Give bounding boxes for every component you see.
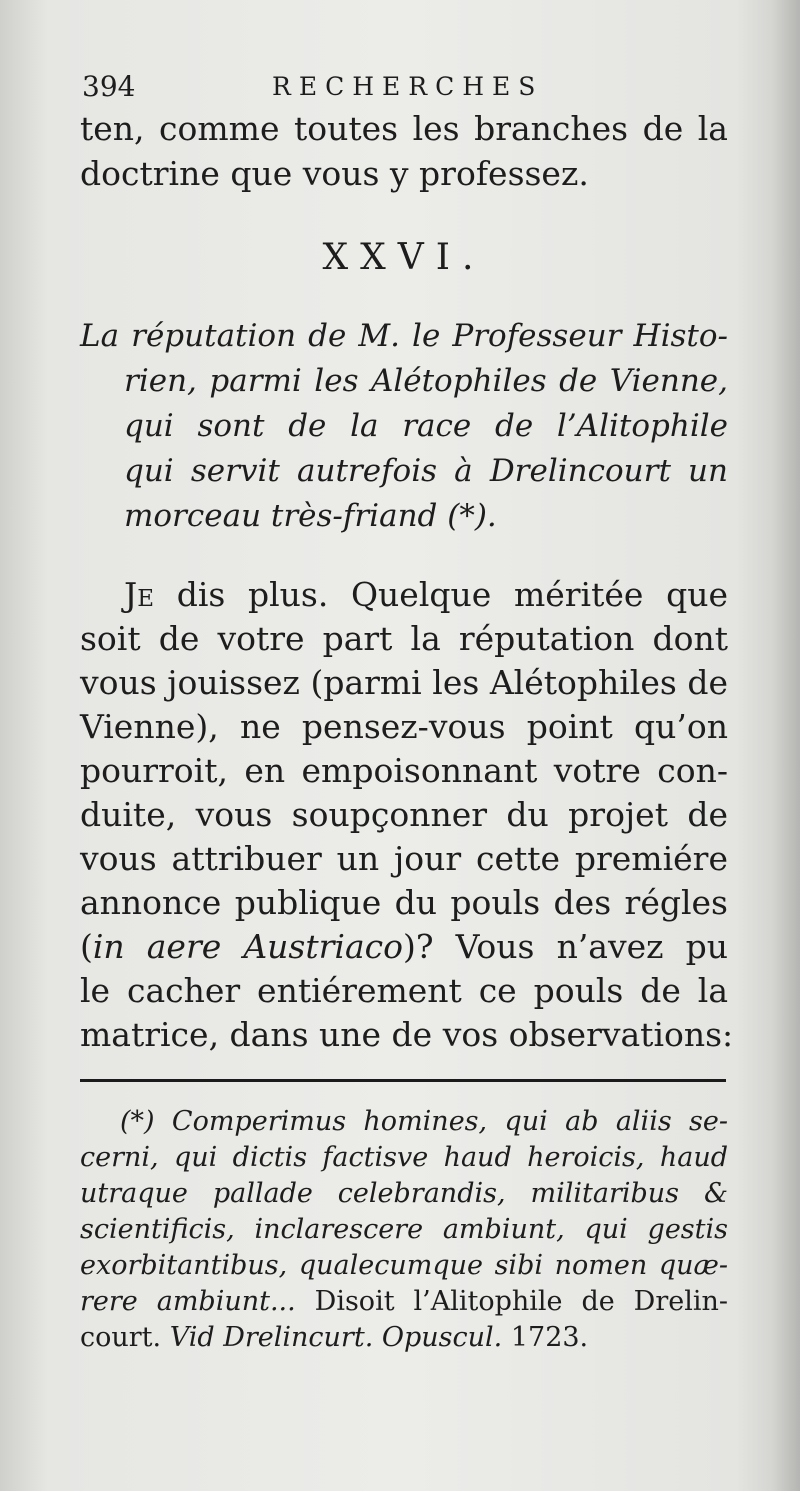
footnote-line: utraque pallade celebrandis, militaribus & — [80, 1178, 728, 1209]
section-number: XXVI. — [322, 237, 486, 278]
lead-word: Je — [124, 575, 155, 614]
text-line — [80, 925, 728, 969]
text-line: matrice, dans une de vos observations: — [80, 1015, 734, 1054]
footnote-line: cerni, qui dictis factisve haud heroicis, haud — [80, 1142, 728, 1173]
footnote-citation: Vid Drelincurt. Opuscul. — [169, 1322, 503, 1353]
section-title-line: rien, parmi les Alétophiles de Vienne, — [124, 363, 728, 399]
text-line: Vienne), ne pensez-vous point qu’on — [80, 707, 728, 746]
text-line — [80, 573, 728, 617]
page-header — [80, 60, 728, 106]
footnote-line: exorbitantibus, qualecumque sibi nomen quæ- — [80, 1250, 728, 1281]
footnote-line: (*) Comperimus homines, qui ab aliis se- — [120, 1106, 728, 1137]
continued-paragraph — [80, 106, 728, 196]
italic-phrase: in aere Austriaco — [92, 927, 403, 966]
section-title — [80, 314, 728, 539]
text-line: ten, comme toutes les branches de la — [80, 109, 728, 148]
paren-open: ( — [80, 927, 93, 966]
text-line-rest: )? Vous n’avez pu — [402, 927, 728, 966]
footnote — [80, 1104, 728, 1356]
body-paragraph — [80, 573, 734, 1057]
footnote-line — [80, 1284, 728, 1320]
text-line: vous jouissez (parmi les Alétophiles de — [80, 663, 728, 702]
section-title-line: qui servit autrefois à Drelincourt un — [124, 453, 728, 489]
text-line: duite, vous soupçonner du projet de — [80, 795, 728, 834]
footnote-year: 1723. — [510, 1322, 589, 1353]
footnote-line — [80, 1320, 728, 1356]
section-title-line: morceau très-friand (*). — [124, 498, 497, 534]
footnote-roman: court. — [80, 1322, 162, 1353]
page-edge-shadow — [772, 0, 800, 1491]
text-line: pourroit, en empoisonnant votre con- — [80, 751, 728, 790]
text-line: annonce publique du pouls des régles — [80, 883, 728, 922]
text-line: soit de votre part la réputation dont — [80, 619, 728, 658]
page-number: 394 — [82, 70, 136, 103]
section-title-line: La réputation de M. le Professeur Histo- — [80, 318, 728, 354]
running-head: RECHERCHES — [272, 72, 544, 101]
page-content — [80, 60, 734, 1356]
footnote-divider — [80, 1079, 726, 1082]
text-line-rest: dis plus. Quelque méritée que — [176, 575, 728, 614]
footnote-roman: Disoit l’Alitophile de Drelin- — [314, 1286, 728, 1317]
section-title-line: qui sont de la race de l’Alitophile — [124, 408, 728, 444]
text-line: le cacher entiérement ce pouls de la — [80, 971, 728, 1010]
text-line: vous attribuer un jour cette premiére — [80, 839, 728, 878]
footnote-italic: rere ambiunt... — [80, 1286, 296, 1317]
footnote-line: scientificis, inclarescere ambiunt, qui gestis — [80, 1214, 728, 1245]
text-line: doctrine que vous y professez. — [80, 154, 589, 193]
